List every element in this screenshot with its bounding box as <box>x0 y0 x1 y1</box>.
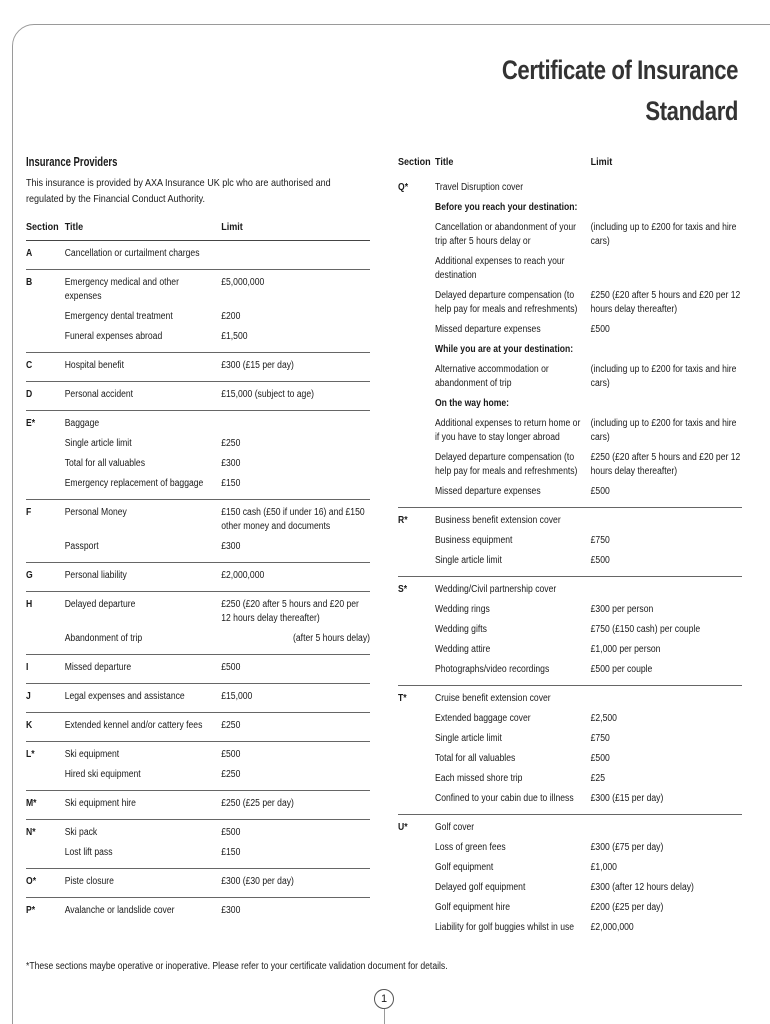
row-limit: (after 5 hours delay) <box>293 633 370 644</box>
row-title: Alternative accommodation or abandonment of trip <box>434 364 549 389</box>
table-row <box>435 640 742 660</box>
row-title: Delayed golf equipment <box>434 882 526 893</box>
row-title: Baggage <box>64 418 100 429</box>
row-title: Loss of green fees <box>434 842 506 853</box>
row-limit: £300 per person <box>590 604 654 615</box>
row-limit: £750 <box>590 733 610 744</box>
section-r <box>398 508 742 577</box>
table-row <box>435 729 742 749</box>
table-row <box>435 320 742 340</box>
table-row <box>65 629 370 649</box>
table-row <box>65 566 370 586</box>
row-limit: £250 <box>221 769 241 780</box>
page-number: 1 <box>374 989 394 1009</box>
row-title: Personal Money <box>64 507 127 518</box>
section-f <box>26 500 370 563</box>
table-row <box>65 414 370 434</box>
row-title: Passport <box>64 541 99 552</box>
footnote: *These sections maybe operative or inoperative. Please refer to your certificate validation document for details. <box>26 961 448 972</box>
section-u <box>398 815 742 943</box>
row-title: Single article limit <box>434 555 502 566</box>
row-title: Extended baggage cover <box>434 713 531 724</box>
row-title: Single article limit <box>64 438 132 449</box>
row-limit: £250 (£20 after 5 hours and £20 per 12 hours delay thereafter) <box>590 290 741 315</box>
table-row <box>65 503 370 537</box>
table-row <box>65 901 370 921</box>
table-row <box>65 823 370 843</box>
row-title: Avalanche or landslide cover <box>64 905 175 916</box>
row-limit: (including up to £200 for taxis and hire cars) <box>590 364 737 389</box>
document-title: Certificate of Insurance <box>501 55 738 85</box>
row-limit: £1,000 <box>590 862 617 873</box>
row-title: Wedding attire <box>434 644 491 655</box>
left-column <box>26 155 374 926</box>
section-code: D <box>26 389 33 400</box>
row-title: Missed departure <box>64 662 132 673</box>
row-title: Piste closure <box>64 876 114 887</box>
table-row <box>435 660 742 680</box>
row-limit: £500 <box>590 324 610 335</box>
row-title: Golf cover <box>434 822 475 833</box>
table-row <box>65 327 370 347</box>
row-title: Liability for golf buggies whilst in use <box>434 922 575 933</box>
row-limit <box>591 692 742 706</box>
header-title: Title <box>64 221 84 233</box>
right-table-body <box>398 175 742 943</box>
table-row <box>435 511 742 531</box>
table-row <box>65 872 370 892</box>
table-row <box>65 595 370 629</box>
table-row <box>435 218 742 252</box>
row-title: Ski pack <box>64 827 98 838</box>
table-row <box>435 789 742 809</box>
table-row <box>435 551 742 571</box>
row-limit <box>591 397 742 411</box>
table-row <box>435 531 742 551</box>
table-row <box>435 918 742 938</box>
section-code: O* <box>26 876 37 887</box>
table-row <box>65 273 370 307</box>
row-title: Hospital benefit <box>64 360 124 371</box>
section-code: C <box>26 360 33 371</box>
section-m <box>26 791 370 820</box>
section-code: N* <box>26 827 36 838</box>
row-title: Extended kennel and/or cattery fees <box>64 720 203 731</box>
section-q <box>398 175 742 508</box>
section-d <box>26 382 370 411</box>
providers-text: This insurance is provided by AXA Insurance UK plc who are authorised and regulated by the Financial Conduct Authority. <box>26 177 331 205</box>
table-row <box>435 360 742 394</box>
table-row <box>65 765 370 785</box>
row-limit: £500 <box>221 827 241 838</box>
row-limit: £2,000,000 <box>590 922 634 933</box>
section-code: J <box>26 691 31 702</box>
table-row <box>435 414 742 448</box>
row-limit: £300 <box>221 541 241 552</box>
row-title: Delayed departure compensation (to help pay for meals and refreshments) <box>434 452 578 477</box>
row-title: Missed departure expenses <box>434 324 541 335</box>
row-limit: (including up to £200 for taxis and hire cars) <box>590 222 737 247</box>
table-row <box>435 482 742 502</box>
providers-heading: Insurance Providers <box>26 154 118 169</box>
right-table-header <box>398 152 742 175</box>
table-row <box>435 448 742 482</box>
section-code: S* <box>398 584 408 595</box>
row-limit: £250 <box>221 720 241 731</box>
section-code: T* <box>398 693 407 704</box>
row-title: Single article limit <box>434 733 502 744</box>
row-title: Ski equipment hire <box>64 798 136 809</box>
table-row <box>65 687 370 707</box>
row-title: Cruise benefit extension cover <box>434 693 551 704</box>
section-b <box>26 270 370 353</box>
row-title: Additional expenses to return home or if you have to stay longer abroad <box>434 418 581 443</box>
section-code: L* <box>26 749 35 760</box>
row-title: Wedding gifts <box>434 624 487 635</box>
row-title: Funeral expenses abroad <box>64 331 163 342</box>
section-p <box>26 898 370 926</box>
table-row <box>435 878 742 898</box>
row-title: Confined to your cabin due to illness <box>434 793 574 804</box>
table-row <box>65 454 370 474</box>
row-title: Wedding rings <box>434 604 490 615</box>
table-row <box>65 244 370 264</box>
row-limit: £250 (£20 after 5 hours and £20 per 12 hours delay thereafter) <box>221 599 359 624</box>
row-limit <box>591 181 742 195</box>
row-limit: £750 <box>590 535 610 546</box>
table-row <box>435 769 742 789</box>
row-limit: £2,500 <box>590 713 617 724</box>
row-limit: £25 <box>590 773 605 784</box>
section-code: R* <box>398 515 408 526</box>
section-e <box>26 411 370 500</box>
section-h <box>26 592 370 655</box>
section-a <box>26 241 370 270</box>
section-j <box>26 684 370 713</box>
table-row <box>435 580 742 600</box>
row-title: Hired ski equipment <box>64 769 141 780</box>
row-title: Golf equipment hire <box>434 902 511 913</box>
row-limit: £250 <box>221 438 241 449</box>
row-limit: £500 <box>590 486 610 497</box>
row-title: Lost lift pass <box>64 847 113 858</box>
row-title: Delayed departure compensation (to help pay for meals and refreshments) <box>434 290 578 315</box>
row-title: Additional expenses to reach your destination <box>434 256 565 281</box>
section-code: U* <box>398 822 408 833</box>
row-limit: £15,000 (subject to age) <box>221 389 314 400</box>
table-row <box>435 340 742 360</box>
section-n <box>26 820 370 869</box>
left-table-body <box>26 241 370 926</box>
document-subtitle: Standard <box>645 96 738 126</box>
row-limit: £500 <box>221 749 241 760</box>
table-row <box>65 658 370 678</box>
section-code: Q* <box>398 182 409 193</box>
row-title: Cancellation or curtailment charges <box>64 248 200 259</box>
row-limit: £150 <box>221 847 241 858</box>
row-limit: £300 (£30 per day) <box>221 876 294 887</box>
row-title: On the way home: <box>434 398 510 409</box>
section-code: M* <box>26 798 37 809</box>
right-column <box>398 152 742 943</box>
section-code: B <box>26 277 33 288</box>
table-row <box>65 356 370 376</box>
table-row <box>65 434 370 454</box>
section-code: K <box>26 720 33 731</box>
row-title: Cancellation or abandonment of your trip after 5 hours delay or <box>434 222 577 247</box>
row-limit: £1,000 per person <box>590 644 661 655</box>
header-title: Title <box>434 156 454 168</box>
row-title: Business benefit extension cover <box>434 515 561 526</box>
row-limit <box>591 343 742 357</box>
header-section: Section <box>398 156 431 168</box>
row-limit: £500 <box>590 753 610 764</box>
table-row <box>435 600 742 620</box>
table-row <box>435 620 742 640</box>
row-title: Abandonment of trip <box>64 633 143 644</box>
header-section: Section <box>26 221 59 233</box>
section-c <box>26 353 370 382</box>
row-limit: £500 <box>221 662 241 673</box>
row-title: Travel Disruption cover <box>434 182 524 193</box>
row-limit: £300 <box>221 458 241 469</box>
header-limit: Limit <box>590 156 613 168</box>
section-o <box>26 869 370 898</box>
row-limit: £250 (£20 after 5 hours and £20 per 12 hours delay thereafter) <box>590 452 741 477</box>
table-row <box>435 709 742 729</box>
table-row <box>435 838 742 858</box>
table-row <box>435 286 742 320</box>
row-limit <box>221 417 370 431</box>
row-limit: £200 (£25 per day) <box>590 902 664 913</box>
table-row <box>435 858 742 878</box>
header-limit: Limit <box>221 221 243 233</box>
table-row <box>65 843 370 863</box>
row-limit <box>591 255 742 283</box>
table-row <box>435 252 742 286</box>
row-limit: £500 <box>590 555 610 566</box>
table-row <box>65 745 370 765</box>
row-limit: £500 per couple <box>590 664 653 675</box>
section-g <box>26 563 370 592</box>
row-title: Total for all valuables <box>434 753 516 764</box>
row-limit: £300 (£15 per day) <box>590 793 664 804</box>
row-limit <box>591 821 742 835</box>
row-title: Legal expenses and assistance <box>64 691 185 702</box>
row-limit: £2,000,000 <box>221 570 265 581</box>
row-title: Emergency replacement of baggage <box>64 478 204 489</box>
table-row <box>65 474 370 494</box>
section-l <box>26 742 370 791</box>
row-title: Ski equipment <box>64 749 120 760</box>
row-title: Business equipment <box>434 535 513 546</box>
table-row <box>435 394 742 414</box>
section-t <box>398 686 742 815</box>
section-code: G <box>26 570 33 581</box>
row-limit: £200 <box>221 311 241 322</box>
row-title: Missed departure expenses <box>434 486 541 497</box>
row-limit: £250 (£25 per day) <box>221 798 294 809</box>
row-title: Personal accident <box>64 389 134 400</box>
row-limit: £1,500 <box>221 331 248 342</box>
section-s <box>398 577 742 686</box>
table-row <box>435 898 742 918</box>
table-row <box>435 689 742 709</box>
table-row <box>65 794 370 814</box>
row-title: Personal liability <box>64 570 127 581</box>
section-i <box>26 655 370 684</box>
row-limit <box>591 514 742 528</box>
table-row <box>65 537 370 557</box>
row-limit: £15,000 <box>221 691 253 702</box>
section-code: H <box>26 599 33 610</box>
table-row <box>435 198 742 218</box>
row-title: Emergency dental treatment <box>64 311 173 322</box>
left-table-header <box>26 217 370 241</box>
bottom-rule <box>384 1009 385 1024</box>
row-title: Emergency medical and other expenses <box>64 277 179 302</box>
row-title: Before you reach your destination: <box>434 202 578 213</box>
row-title: Photographs/video recordings <box>434 664 550 675</box>
row-limit: (including up to £200 for taxis and hire cars) <box>590 418 737 443</box>
row-limit: £5,000,000 <box>221 277 265 288</box>
row-title: Wedding/Civil partnership cover <box>434 584 557 595</box>
table-row <box>435 818 742 838</box>
row-limit <box>591 201 742 215</box>
table-row <box>435 178 742 198</box>
table-row <box>435 749 742 769</box>
row-limit: £300 (after 12 hours delay) <box>590 882 694 893</box>
section-code: E* <box>26 418 36 429</box>
section-code: F <box>26 507 32 518</box>
section-code: I <box>26 662 29 673</box>
row-limit <box>221 247 370 261</box>
row-title: Total for all valuables <box>64 458 146 469</box>
row-limit <box>591 583 742 597</box>
row-limit: £300 (£75 per day) <box>590 842 664 853</box>
row-title: While you are at your destination: <box>434 344 574 355</box>
row-limit: £750 (£150 cash) per couple <box>590 624 701 635</box>
row-title: Each missed shore trip <box>434 773 523 784</box>
row-title: Golf equipment <box>434 862 494 873</box>
table-row <box>65 307 370 327</box>
section-code: P* <box>26 905 36 916</box>
row-limit: £300 (£15 per day) <box>221 360 294 371</box>
table-row <box>65 385 370 405</box>
row-limit: £150 <box>221 478 241 489</box>
section-code: A <box>26 248 33 259</box>
table-row <box>65 716 370 736</box>
row-title: Delayed departure <box>64 599 136 610</box>
row-limit: £150 cash (£50 if under 16) and £150 other money and documents <box>221 507 365 532</box>
row-limit: £300 <box>221 905 241 916</box>
section-k <box>26 713 370 742</box>
